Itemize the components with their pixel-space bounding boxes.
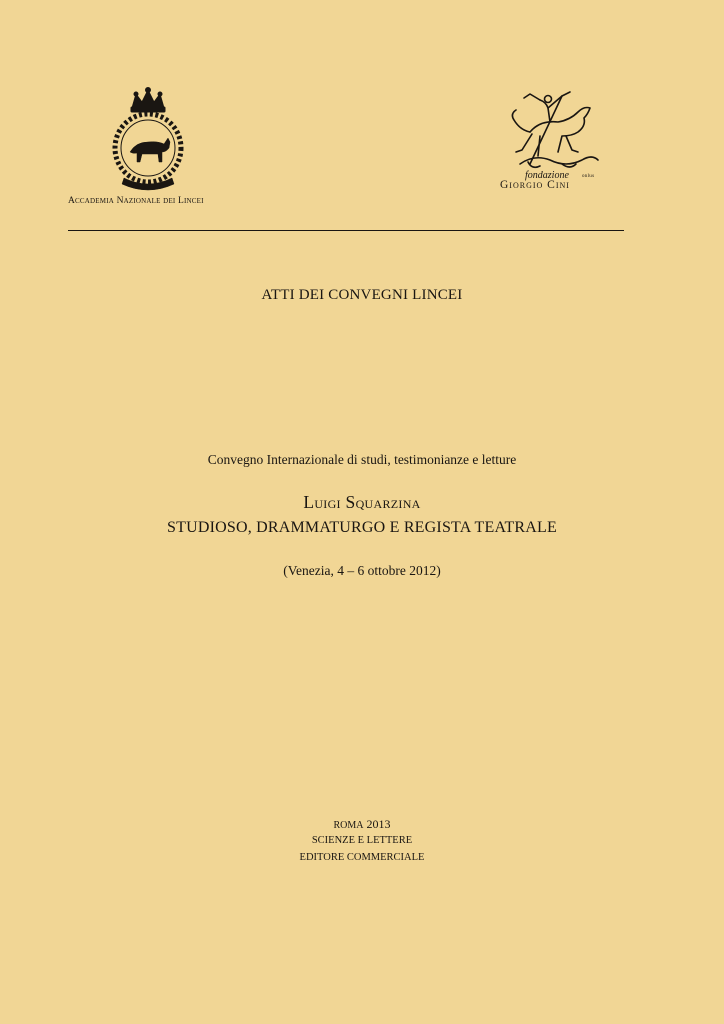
header-divider <box>68 230 624 231</box>
publisher-name: SCIENZE E LETTERE <box>311 835 413 846</box>
conference-type: Convegno Internazionale di studi, testimonianze e letture <box>207 452 517 467</box>
publisher-type: EDITORE COMMERCIALE <box>299 852 425 863</box>
conference-place-date: (Venezia, 4 – 6 ottobre 2012) <box>283 563 441 578</box>
lincei-crest-icon <box>106 86 190 196</box>
accademia-lincei-label: Accademia Nazionale dei Lincei <box>68 196 204 206</box>
giorgio-cini-label: Giorgio Cini <box>500 179 570 191</box>
conference-subject: Luigi Squarzina <box>303 492 421 512</box>
fondazione-label: fondazione <box>525 170 569 181</box>
onlus-label: onlus <box>582 174 595 179</box>
imprint-year: 2013 <box>366 817 391 831</box>
cini-saint-george-icon <box>500 90 606 172</box>
series-title: ATTI DEI CONVEGNI LINCEI <box>261 287 463 303</box>
imprint-place-year <box>0 817 724 832</box>
imprint-place: ROMA <box>333 820 364 831</box>
conference-subtitle: STUDIOSO, DRAMMATURGO E REGISTA TEATRALE <box>167 519 557 536</box>
